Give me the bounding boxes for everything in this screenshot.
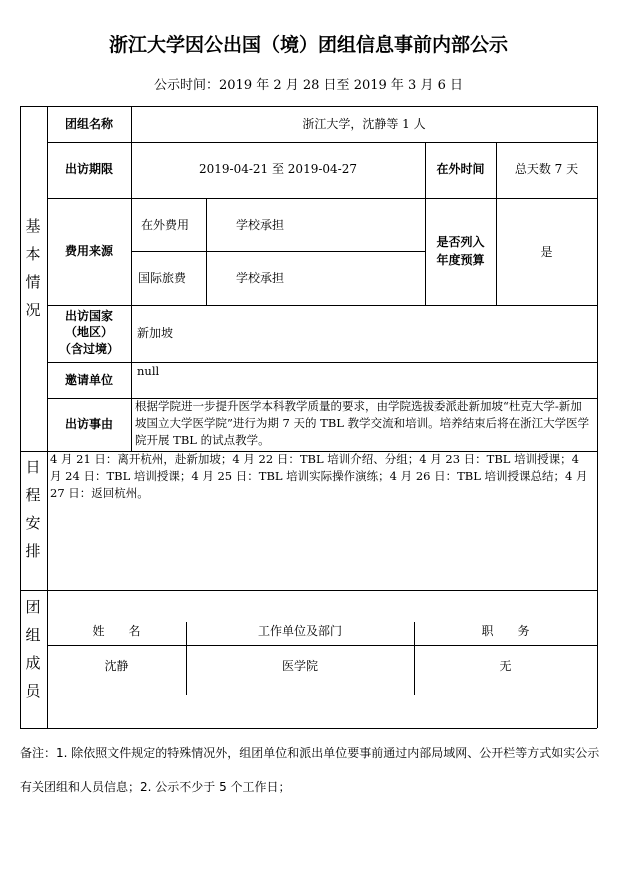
section-char: 成 — [25, 654, 41, 672]
country-value: 新加坡 — [137, 326, 174, 340]
section-char: 程 — [25, 486, 41, 504]
group-name-label: 团组名称 — [64, 117, 113, 131]
member-header-position: 职 务 — [481, 624, 530, 638]
publication-period: 公示时间：2019 年 2 月 28 日至 2019 年 3 月 6 日 — [154, 78, 463, 93]
footnote: 备注：1. 除依照文件规定的特殊情况外，组团单位和派出单位要事前通过内部局域网、公开栏等方式如实公示有关团组和人员信息；2. 公示不少于 5 个工作日； — [20, 746, 600, 794]
funding-label: 费用来源 — [64, 244, 113, 258]
budget-value: 是 — [540, 245, 553, 259]
country-label-line2: （地区） — [64, 325, 113, 339]
member-unit: 医学院 — [281, 659, 318, 673]
budget-label-line1: 是否列入 — [436, 235, 485, 249]
abroad-time-label: 在外时间 — [436, 162, 485, 176]
member-header-unit: 工作单位及部门 — [257, 624, 342, 638]
reason-value: 根据学院进一步提升医学本科教学质量的要求，由学院选拔委派赴新加坡“杜克大学-新加坡国立大学医学院”进行为期 7 天的 TBL 教学交流和培训。培养结束后将在浙江大学医学院开展 TBL 的试点教学。 — [135, 399, 590, 447]
section-char: 安 — [25, 514, 41, 532]
section-char: 员 — [25, 682, 41, 700]
inviter-label: 邀请单位 — [64, 373, 113, 387]
section-schedule — [23, 460, 43, 572]
country-label-line1: 出访国家 — [64, 309, 113, 323]
section-members — [23, 600, 43, 712]
travel-cost-value: 学校承担 — [236, 271, 285, 285]
section-char: 排 — [25, 542, 41, 560]
section-char: 况 — [25, 301, 41, 319]
member-header-name: 姓 名 — [92, 624, 141, 638]
abroad-cost-label: 在外费用 — [141, 218, 190, 232]
section-char: 本 — [25, 245, 41, 263]
abroad-cost-value: 学校承担 — [236, 218, 285, 232]
section-char: 团 — [25, 598, 41, 616]
country-label-line3: （含过境） — [58, 342, 119, 356]
schedule-text: 4 月 21 日：离开杭州，赴新加坡；4 月 22 日：TBL 培训介绍、分组；4 月 23 日：TBL 培训授课；4 月 24 日：TBL 培训授课；4 月 25 日：TBL 培训实际操作演练；4 月 26 日：TBL 培训授课总结；4 月 27 日：返回杭州。 — [50, 452, 588, 500]
member-name: 沈静 — [104, 659, 129, 673]
period-value: 2019-04-21 至 2019-04-27 — [198, 162, 357, 176]
section-char: 组 — [25, 626, 41, 644]
section-char: 情 — [25, 273, 41, 291]
budget-label-line2: 年度预算 — [436, 253, 485, 267]
abroad-time-value: 总天数 7 天 — [514, 162, 579, 176]
table-row — [47, 645, 597, 695]
section-basic-info — [23, 219, 43, 331]
section-char: 日 — [25, 458, 41, 476]
section-char: 基 — [25, 217, 41, 235]
period-label: 出访期限 — [64, 162, 113, 176]
reason-label: 出访事由 — [64, 417, 113, 431]
page-title: 浙江大学因公出国（境）团组信息事前内部公示 — [108, 34, 508, 56]
travel-cost-label: 国际旅费 — [138, 271, 187, 285]
group-name-value: 浙江大学，沈静等 1 人 — [302, 117, 426, 131]
inviter-value: null — [137, 364, 160, 378]
member-position: 无 — [499, 659, 512, 673]
